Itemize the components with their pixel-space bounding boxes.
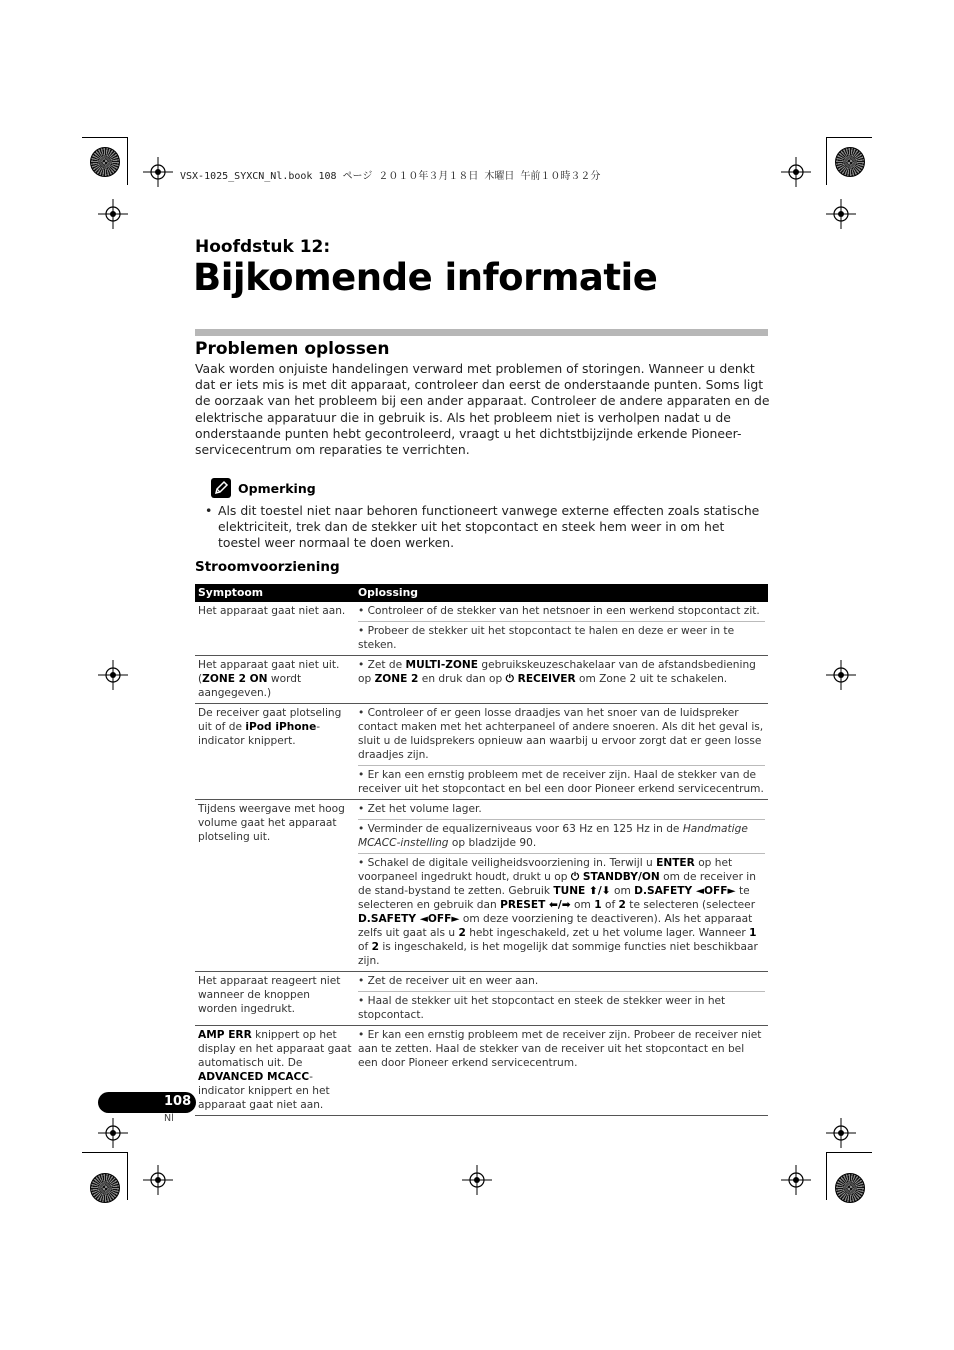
crop-line: [826, 1152, 872, 1153]
column-header-solution: Oplossing: [355, 584, 768, 602]
indicator-name-text: ADVANCED MCACC: [198, 1071, 310, 1083]
button-name-text: ZONE 2: [374, 673, 419, 685]
symptom-cell: [195, 704, 355, 800]
symptom-cell: Het apparaat reageert niet wanneer de knoppen worden ingedrukt.: [195, 972, 355, 1026]
subsection-title: Stroomvoorziening: [195, 559, 340, 575]
crosshair-registration-icon: [826, 199, 856, 229]
symptom-cell: [195, 1026, 355, 1116]
bullet: •: [205, 503, 213, 518]
solution-text: te selecteren (selecteer: [625, 899, 756, 911]
solution-text: te selecteren en gebruik dan: [358, 885, 750, 911]
button-name-text: 1: [594, 899, 602, 911]
table-row: [195, 656, 768, 704]
chapter-title: Bijkomende informatie: [193, 256, 658, 299]
solution-text: • Verminder de equalizerniveaus voor 63 Hz en 125 Hz in de: [358, 823, 683, 835]
solution-item: [358, 853, 765, 968]
solution-text: of: [358, 941, 372, 953]
corner-registration-disc-top-left: [90, 147, 120, 177]
solution-cell: [355, 602, 768, 656]
section-title: Problemen oplossen: [195, 339, 390, 359]
indicator-name-text: iPod iPhone: [245, 721, 317, 733]
corner-registration-disc-bottom-right: [835, 1173, 865, 1203]
crosshair-registration-icon: [826, 1118, 856, 1148]
page-language-code: Nl: [164, 1113, 174, 1124]
solution-text: om de receiver in de stand-bystand te zetten. Gebruik: [358, 871, 756, 897]
crosshair-registration-icon: [143, 157, 173, 187]
crosshair-registration-icon: [98, 199, 128, 229]
crop-line: [826, 137, 872, 138]
table-row: [195, 704, 768, 800]
pencil-note-icon: [211, 478, 231, 498]
power-icon: ⏻: [505, 673, 518, 685]
solution-text: hebt ingeschakeld, zet u het volume lager. Wanneer: [465, 927, 750, 939]
symptom-text: -indicator knippert.: [198, 721, 321, 747]
solution-cell: [355, 704, 768, 800]
button-name-text: RECEIVER: [517, 673, 576, 685]
crosshair-registration-icon: [462, 1165, 492, 1195]
button-name-text: 2: [458, 927, 466, 939]
solution-text: op bladzijde 90.: [448, 837, 537, 849]
solution-text: om deze voorziening te deactiveren). Als het apparaat zelfs uit gaat als u: [358, 913, 753, 939]
button-name-text: PRESET ⬅/➡: [500, 899, 571, 911]
menu-reference-text: Handmatige MCACC-instelling: [358, 823, 748, 849]
crop-line: [127, 1152, 128, 1200]
crop-line: [82, 137, 128, 138]
solution-cell: [355, 972, 768, 1026]
page-number: 108: [164, 1094, 192, 1109]
table-header-row: [195, 584, 768, 602]
book-file-header: VSX-1025_SYXCN_Nl.book 108 ページ ２０１０年３月１８日 木曜日 午前１０時３２分: [180, 171, 601, 182]
solution-text: of: [601, 899, 619, 911]
button-name-text: MULTI-ZONE: [405, 659, 479, 671]
crosshair-registration-icon: [781, 157, 811, 187]
button-name-text: ENTER: [656, 857, 695, 869]
display-indicator-text: ZONE 2 ON: [202, 673, 268, 685]
chapter-label: Hoofdstuk 12:: [195, 237, 331, 257]
solution-text: om: [610, 885, 635, 897]
table-row: [195, 602, 768, 656]
solution-cell: [355, 800, 768, 972]
solution-text: • Zet de: [358, 659, 406, 671]
solution-text: om: [570, 899, 595, 911]
table-row: [195, 972, 768, 1026]
intro-paragraph: Vaak worden onjuiste handelingen verward met problemen of storingen. Wanneer u denkt dat er iets mis is met dit apparaat, controleer dan eerst de onderstaande punten. Soms ligt de oorzaak van het probleem bij een ander apparaat. Controleer de andere apparaten en de elektrische apparatuur die in gebruik is. Als het probleem niet is verholpen nadat u de onderstaande punten hebt gecontroleerd, vraagt u het dichtstbijzijnde erkende Pioneer-servicecentrum om reparaties te verrichten.: [195, 361, 770, 458]
corner-registration-disc-top-right: [835, 147, 865, 177]
display-message-text: AMP ERR: [198, 1029, 252, 1041]
button-name-text: 2: [618, 899, 626, 911]
symptom-text: (: [198, 673, 203, 685]
table-row: [195, 1026, 768, 1116]
crosshair-registration-icon: [98, 660, 128, 690]
solution-text: op het voorpaneel ingedrukt houdt, drukt u op: [358, 857, 733, 883]
symptom-cell: Tijdens weergave met hoog volume gaat het apparaat plotseling uit.: [195, 800, 355, 972]
symptom-text: Het apparaat gaat niet uit.: [198, 659, 340, 671]
symptom-cell: Het apparaat gaat niet aan.: [195, 602, 355, 656]
crosshair-registration-icon: [826, 660, 856, 690]
button-name-text: D.SAFETY ◄OFF►: [358, 913, 460, 925]
note-title: Opmerking: [238, 481, 316, 496]
solution-cell: [355, 656, 768, 704]
symptom-text: wordt aangegeven.): [198, 673, 302, 699]
solution-item: [358, 819, 765, 850]
solution-item: • Controleer of er geen losse draadjes van het snoer van de luidspreker contact maken met het achterpaneel of andere snoeren. Als dit het geval is, sluit u de luidsprekers opnieuw aan waarbij u ervoor zorgt dat er geen losse draadjes zijn.: [358, 707, 764, 761]
corner-registration-disc-bottom-left: [90, 1173, 120, 1203]
section-divider-bar: [195, 329, 768, 336]
solution-text: om Zone 2 uit te schakelen.: [575, 673, 728, 685]
solution-item: [358, 658, 765, 686]
button-name-text: 2: [371, 941, 379, 953]
crop-line: [826, 1152, 827, 1200]
solution-item: • Probeer de stekker uit het stopcontact te halen en deze er weer in te steken.: [358, 621, 765, 652]
solution-item: • Er kan een ernstig probleem met de receiver zijn. Haal de stekker van de receiver uit het stopcontact en bel een door Pioneer erkend servicecentrum.: [358, 765, 765, 796]
table-row: [195, 800, 768, 972]
note-text: Als dit toestel niet naar behoren functioneert vanwege externe effecten zoals statische elektriciteit, trek dan de stekker uit het stopcontact en steek hem weer in om het toestel weer normaal te doen werken.: [218, 503, 760, 551]
solution-cell: • Er kan een ernstig probleem met de receiver zijn. Probeer de receiver niet aan te zetten. Haal de stekker van de receiver uit het stopcontact en bel een door Pioneer erkend servicecentrum.: [355, 1026, 768, 1116]
crop-line: [127, 137, 128, 185]
solution-text: • Schakel de digitale veiligheidsvoorziening in. Terwijl u: [358, 857, 657, 869]
solution-text: en druk dan op: [418, 673, 506, 685]
solution-item: • Controleer of de stekker van het netsnoer in een werkend stopcontact zit.: [358, 605, 760, 617]
solution-item: • Haal de stekker uit het stopcontact en steek de stekker weer in het stopcontact.: [358, 991, 765, 1022]
solution-text: gebruikskeuzeschakelaar van de afstandsbediening op: [358, 659, 756, 685]
crop-line: [826, 137, 827, 185]
column-header-symptom: Symptoom: [195, 584, 355, 602]
symptom-cell: [195, 656, 355, 704]
solution-item: • Zet het volume lager.: [358, 803, 482, 815]
crosshair-registration-icon: [98, 1118, 128, 1148]
symptom-text: knippert op het display en het apparaat gaat automatisch uit. De: [198, 1029, 352, 1069]
symptom-text: -indicator knippert en het apparaat gaat niet aan.: [198, 1071, 330, 1111]
button-name-text: TUNE ⬆/⬇: [553, 885, 611, 897]
crosshair-registration-icon: [143, 1165, 173, 1195]
solution-item: • Zet de receiver uit en weer aan.: [358, 975, 539, 987]
troubleshooting-table: [195, 584, 768, 1116]
button-name-text: 1: [749, 927, 757, 939]
crosshair-registration-icon: [781, 1165, 811, 1195]
crop-line: [82, 1152, 128, 1153]
symptom-text: De receiver gaat plotseling uit of de: [198, 707, 342, 733]
button-name-text: D.SAFETY ◄OFF►: [634, 885, 736, 897]
solution-text: is ingeschakeld, is het mogelijk dat sommige functies niet beschikbaar zijn.: [358, 941, 758, 967]
button-name-text: ⏻ STANDBY/ON: [570, 871, 660, 883]
